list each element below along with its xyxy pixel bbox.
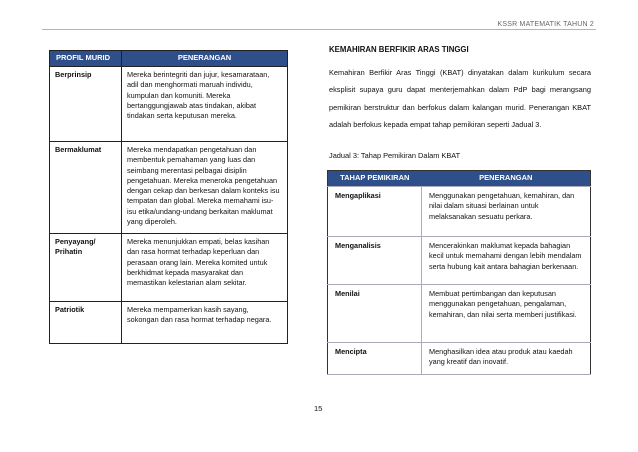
column-header: PROFIL MURID: [50, 51, 122, 67]
row-description: Menghasilkan idea atau produk atau kaedah yang kreatif dan inovatif.: [422, 343, 591, 375]
row-description: Mereka menunjukkan empati, belas kasihan dan rasa hormat terhadap keperluan dan perasaan orang lain. Mereka komited untuk berkhidmat kepada masyarakat dan memastikan kelestarian alam sekitar.: [122, 234, 288, 302]
tahap-pemikiran-table: [327, 170, 591, 375]
row-term: Mencipta: [328, 343, 422, 375]
header-divider: [42, 29, 596, 30]
row-description: Membuat pertimbangan dan keputusan menggunakan pengetahuan, pengalaman, kemahiran, dan nilai serta memberi justifikasi.: [422, 285, 591, 343]
table-row: [50, 302, 288, 344]
table-row: [328, 187, 591, 237]
row-term: Mengaplikasi: [328, 187, 422, 237]
row-term: Penyayang/ Prihatin: [50, 234, 122, 302]
table-row: [50, 67, 288, 142]
row-term: Menganalisis: [328, 237, 422, 285]
table-row: [328, 237, 591, 285]
row-description: Mencerakinkan maklumat kepada bahagian kecil untuk memahami dengan lebih mendalam serta hubung kait antara bahagian berkenaan.: [422, 237, 591, 285]
row-term: Menilai: [328, 285, 422, 343]
row-description: Menggunakan pengetahuan, kemahiran, dan nilai dalam situasi berlainan untuk melaksanakan sesuatu perkara.: [422, 187, 591, 237]
row-term: Berprinsip: [50, 67, 122, 142]
row-description: Mereka mempamerkan kasih sayang, sokongan dan rasa hormat terhadap negara.: [122, 302, 288, 344]
column-header: PENERANGAN: [122, 51, 288, 67]
page-header: KSSR MATEMATIK TAHUN 2: [497, 21, 594, 28]
row-term: Patriotik: [50, 302, 122, 344]
table-row: [50, 234, 288, 302]
page-number: 15: [314, 404, 323, 413]
row-term: Bermaklumat: [50, 142, 122, 234]
section-paragraph: Kemahiran Berfikir Aras Tinggi (KBAT) dinyatakan dalam kurikulum secara eksplisit supaya guru dapat menterjemahkan dalam PdP bagi merangsang pemikiran berstruktur dan berfokus dalam kalangan murid. Penerangan KBAT adalah berfokus kepada empat tahap pemikiran seperti Jadual 3.: [329, 68, 591, 130]
profil-murid-table: [49, 50, 288, 344]
column-header: PENERANGAN: [422, 171, 591, 187]
table-row: [328, 285, 591, 343]
table-header-row: [328, 171, 591, 187]
column-header: TAHAP PEMIKIRAN: [328, 171, 422, 187]
row-description: Mereka berintegriti dan jujur, kesamarataan, adil dan menghormati maruah individu, kumpulan dan komuniti. Mereka bertanggungjawab atas tindakan, akibat tindakan serta keputusan mereka.: [122, 67, 288, 142]
table-header-row: [50, 51, 288, 67]
table-row: [328, 343, 591, 375]
table-caption: Jadual 3: Tahap Pemikiran Dalam KBAT: [329, 151, 461, 160]
section-heading: KEMAHIRAN BERFIKIR ARAS TINGGI: [329, 45, 469, 54]
table-row: [50, 142, 288, 234]
row-description: Mereka mendapatkan pengetahuan dan membentuk pemahaman yang luas dan seimbang merentasi pelbagai disiplin pengetahuan. Mereka meneroka pengetahuan dengan cekap dan berkesan dalam konteks isu tempatan dan global. Mereka memahami isu-isu etika/undang-undang berkaitan maklumat yang diperoleh.: [122, 142, 288, 234]
